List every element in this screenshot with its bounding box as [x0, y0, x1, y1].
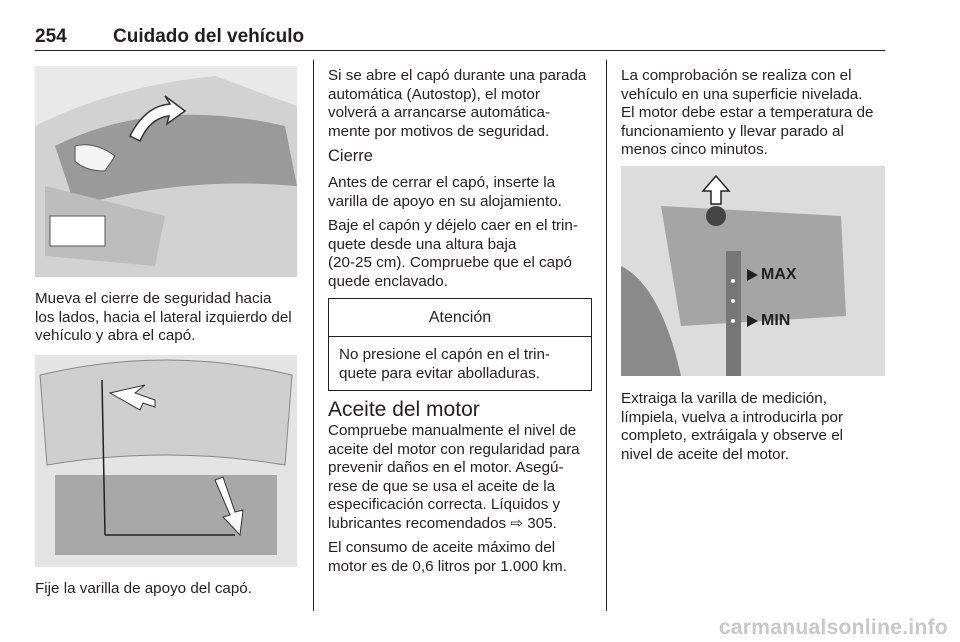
text-line: Fije la varilla de apoyo del capó.: [35, 580, 252, 597]
figure-caption: [35, 580, 252, 599]
text-line: funcionamiento y llevar parado al: [621, 122, 844, 140]
hood-latch-instructions: [35, 290, 292, 346]
text-line: (20-25 cm). Compruebe que el capó: [328, 254, 572, 272]
text-line: mente por motivos de seguridad.: [328, 122, 550, 140]
autostop-paragraph: [328, 67, 592, 141]
max-label: MAX: [761, 266, 797, 283]
text-line: quete desde una altura baja: [328, 235, 517, 253]
text-line: especificación correcta. Líquidos y: [328, 496, 561, 514]
text-line: vehículo en una superficie nivelada.: [621, 85, 863, 103]
oil-consumption-paragraph: [328, 539, 592, 576]
section-title: Cuidado del vehículo: [113, 26, 305, 47]
text-line: motor es de 0,6 litros por 1.000 km.: [328, 558, 567, 576]
text-line: varilla de apoyo en su alojamiento.: [328, 192, 562, 210]
text-line: El consumo de aceite máximo del: [328, 539, 556, 557]
dipstick-instructions: [621, 390, 843, 464]
text-line: volverá a arrancarse automática-: [328, 104, 551, 122]
text-line: lubricantes recomendados ⇨ 305.: [328, 514, 557, 532]
text-line: límpiela, vuelva a introducirla por: [621, 408, 844, 426]
column-2: [328, 67, 592, 583]
notice-title: Atención: [329, 299, 591, 338]
text-line: nivel de aceite del motor.: [621, 445, 790, 463]
text-line: Mueva el cierre de seguridad hacia: [35, 290, 272, 307]
text-line: Extraiga la varilla de medición,: [621, 390, 827, 407]
text-line: los lados, hacia el lateral izquierdo del: [35, 308, 292, 326]
text-line: menos cinco minutos.: [621, 141, 768, 159]
closing-paragraph-1: [328, 174, 592, 211]
text-line: vehículo y abra el capó.: [35, 327, 196, 345]
text-line: completo, extráigala y observe el: [621, 427, 844, 445]
text-line: quete para evitar abolladuras.: [339, 364, 540, 382]
heading-aceite-del-motor: Aceite del motor: [328, 398, 480, 422]
text-line: Si se abre el capó durante una parada: [328, 67, 587, 84]
text-line: Antes de cerrar el capó, inserte la: [328, 173, 556, 191]
text-line: La comprobación se realiza con el: [621, 67, 852, 84]
notice-box: [328, 298, 592, 392]
closing-paragraph-2: [328, 217, 592, 291]
dipstick-figure: [621, 166, 885, 376]
text-line: Baje el capón y déjelo caer en el trin-: [328, 217, 578, 235]
oil-check-conditions: [621, 67, 873, 160]
min-label: MIN: [761, 312, 791, 329]
page-number: 254: [35, 26, 67, 47]
oil-check-paragraph: [328, 422, 592, 534]
text-line: automática (Autostop), el motor: [328, 85, 540, 103]
column-divider: [606, 60, 607, 611]
heading-cierre: Cierre: [328, 147, 373, 166]
column-divider: [313, 60, 314, 611]
hood-latch-figure: [35, 66, 297, 277]
text-line: Compruebe manualmente el nivel de: [328, 421, 577, 439]
notice-body: [329, 337, 591, 390]
text-line: aceite del motor con regularidad para: [328, 440, 580, 458]
header-rule: [35, 50, 885, 51]
text-line: rese de que se usa el aceite de la: [328, 477, 556, 495]
text-line: quede enclavado.: [328, 272, 448, 290]
hood-prop-rod-figure: [35, 355, 297, 567]
text-line: El motor debe estar a temperatura de: [621, 104, 874, 122]
text-line: prevenir daños en el motor. Asegú-: [328, 459, 564, 477]
watermark: carmanualsonline.info: [718, 616, 948, 639]
text-line: No presione el capón en el trin-: [339, 346, 551, 364]
